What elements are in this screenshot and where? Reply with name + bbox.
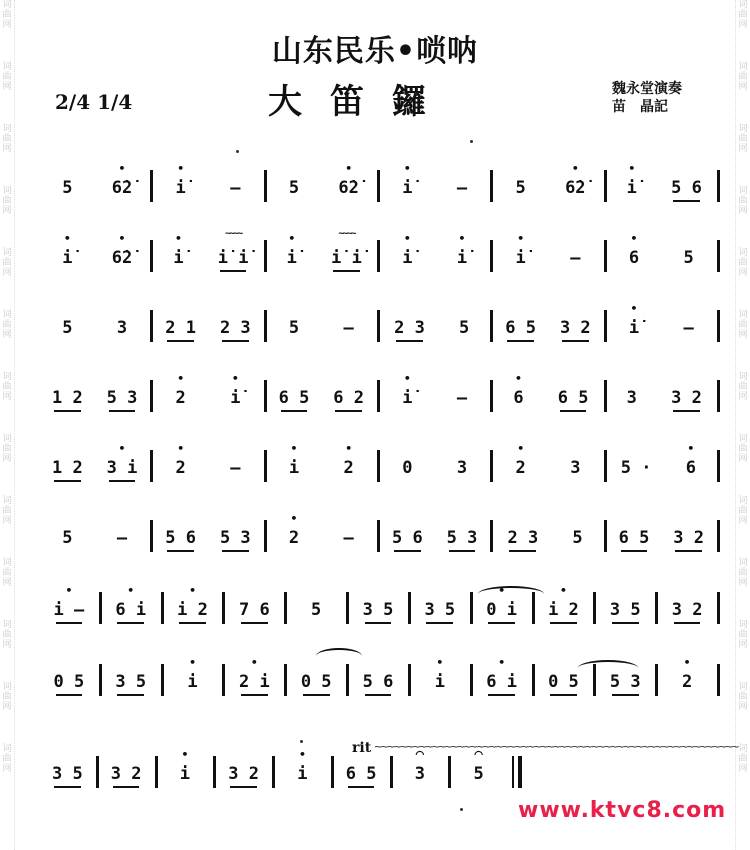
note: — (343, 528, 354, 548)
note: 3 2 (560, 314, 591, 338)
note: • 6 i (115, 596, 146, 620)
watermark-char: 网 (2, 578, 12, 588)
watermark-char: 网 (738, 268, 748, 278)
note: 6 2 (333, 384, 364, 408)
watermark-char: 曲 (738, 72, 748, 82)
piece-title: 大笛鑼 (268, 82, 454, 122)
note: 7 6 (239, 596, 270, 620)
note: • i 2 (548, 596, 579, 620)
transcriber-credit: 苗 晶記 (612, 99, 668, 115)
note: 3 2 (671, 384, 702, 408)
measure (493, 236, 602, 276)
measure (411, 660, 469, 700)
measure (658, 660, 716, 700)
watermark-char: 网 (2, 392, 12, 402)
slur (478, 586, 544, 602)
measure (349, 660, 407, 700)
scan-speck (300, 740, 303, 743)
watermark-char: 网 (2, 516, 12, 526)
page-title: 山东民乐•唢呐 (271, 34, 479, 69)
watermark-char: 曲 (2, 754, 12, 764)
measure (40, 660, 98, 700)
note: • 2 (676, 668, 698, 692)
note: • 2 (338, 454, 360, 478)
measure (153, 306, 262, 346)
note: • i̇ (396, 174, 418, 198)
measure (607, 376, 716, 416)
note: 3 2 (228, 760, 259, 784)
watermark-char: 网 (738, 82, 748, 92)
note: 5 3 (447, 524, 478, 548)
barline (717, 170, 720, 202)
note: • 6̇2̇ (111, 244, 133, 268)
measure (216, 752, 271, 792)
watermark-char: 曲 (2, 320, 12, 330)
note: • i̇ (451, 244, 473, 268)
measure (607, 236, 716, 276)
note: 5 3 (107, 384, 138, 408)
measure (493, 446, 602, 486)
note: 5 3 (610, 668, 641, 692)
note: 6 5 (505, 314, 536, 338)
note: 5 (288, 178, 300, 198)
barline (717, 450, 720, 482)
note: 2 1 (165, 314, 196, 338)
barline (717, 380, 720, 412)
measure (287, 588, 345, 628)
note: • i̇ (623, 314, 645, 338)
measure (596, 588, 654, 628)
note: 2 3 (394, 314, 425, 338)
note: • i̇ (56, 244, 78, 268)
watermark-char: 词 (2, 0, 12, 10)
watermark-char: 词 (2, 744, 12, 754)
note: • 6 i (486, 668, 517, 692)
measure (493, 376, 602, 416)
note: • 3 i (107, 454, 138, 478)
measure (380, 236, 489, 276)
note: 6 5 (346, 760, 377, 784)
barline (717, 240, 720, 272)
measure (40, 376, 149, 416)
measure (99, 752, 154, 792)
watermark-char: 网 (2, 206, 12, 216)
note: 1 2 (52, 454, 83, 478)
watermark-char: 曲 (738, 568, 748, 578)
note: • i̇ (396, 244, 418, 268)
watermark-char: 网 (738, 516, 748, 526)
note: — (570, 248, 581, 268)
measure (349, 588, 407, 628)
score-row (40, 376, 730, 416)
note: 3 2 (672, 596, 703, 620)
measure (411, 588, 469, 628)
note: • 6̇2̇ (564, 174, 586, 198)
note: 3 5 (363, 596, 394, 620)
note: ⌒ 3 (409, 760, 431, 784)
note: 5 6 (671, 174, 702, 198)
note: • i (182, 668, 204, 692)
watermark-char: 曲 (2, 692, 12, 702)
measure (493, 516, 602, 556)
measure (267, 166, 376, 206)
measure (225, 660, 283, 700)
measure (267, 516, 376, 556)
note: 0 5 (54, 668, 85, 692)
note: 5 (572, 528, 583, 548)
watermark-char: 曲 (738, 754, 748, 764)
measure (40, 306, 149, 346)
watermark-char: 词 (2, 682, 12, 692)
tempo-mark: rit (352, 740, 372, 756)
scan-speck (236, 150, 239, 153)
measure (40, 588, 98, 628)
watermark-char: 词 (2, 558, 12, 568)
measure (607, 306, 716, 346)
note: • 2 (283, 524, 305, 548)
watermark-char: 网 (738, 454, 748, 464)
barline (717, 592, 720, 624)
measure (164, 588, 222, 628)
note: • i (429, 668, 451, 692)
note: — (343, 318, 354, 338)
score-row (40, 166, 730, 206)
watermark-char: 曲 (2, 10, 12, 20)
barline (717, 664, 720, 696)
watermark-char: 网 (738, 392, 748, 402)
note: • 6̇2̇ (111, 174, 133, 198)
note: • 6 (507, 384, 529, 408)
note: 6 5 (558, 384, 589, 408)
note: 3 2 (111, 760, 142, 784)
measure (493, 306, 602, 346)
note: 3 (570, 458, 581, 478)
watermark-char: 词 (738, 124, 748, 134)
measure (102, 660, 160, 700)
watermark-char: 词 (2, 248, 12, 258)
watermark-char: 词 (2, 62, 12, 72)
watermark-char: 词 (738, 434, 748, 444)
note: ~~~~ i̇ i̇ (218, 244, 249, 268)
measure (607, 446, 716, 486)
note: — (230, 178, 241, 198)
measure (225, 588, 283, 628)
score-row (40, 306, 730, 346)
watermark-char: 曲 (2, 444, 12, 454)
note: • i (283, 454, 305, 478)
note: • 2 (170, 454, 192, 478)
watermark-char: 曲 (2, 506, 12, 516)
watermark-char: 词 (2, 620, 12, 630)
watermark-char: 曲 (738, 320, 748, 330)
measure (102, 588, 160, 628)
score-row (40, 752, 730, 792)
barline (717, 520, 720, 552)
watermark-char: 网 (2, 454, 12, 464)
measure (164, 660, 222, 700)
score-row (40, 236, 730, 276)
watermark-char: 网 (2, 640, 12, 650)
note: • i̇ (170, 174, 192, 198)
measure (267, 446, 376, 486)
measure (153, 516, 262, 556)
measure (158, 752, 213, 792)
watermark-char: 网 (2, 330, 12, 340)
watermark-char: 词 (738, 186, 748, 196)
note: — (456, 178, 468, 198)
final-barline-thin (512, 756, 514, 788)
note: 3 (116, 318, 128, 338)
measure (40, 516, 149, 556)
note: — (456, 388, 468, 408)
watermark-char: 曲 (738, 382, 748, 392)
note: 2 3 (507, 524, 538, 548)
score-row (40, 446, 730, 486)
note: — (116, 528, 128, 548)
watermark-char: 网 (738, 640, 748, 650)
note: 6 5 (619, 524, 650, 548)
note: 5 (459, 318, 470, 338)
rit-wave-line: ~~~~~~~~~~~~~~~~~~~~~~~~~~~~~~~~~~~~~~~~~~~~~~~~~~~~~~~~~ (374, 742, 738, 753)
watermark-char: 网 (738, 764, 748, 774)
note: 5 (288, 318, 300, 338)
measure (658, 588, 716, 628)
note: • 0 i (486, 596, 517, 620)
measure (40, 236, 149, 276)
watermark-char: 曲 (2, 568, 12, 578)
note: 0 5 (301, 668, 332, 692)
measure (380, 446, 489, 486)
note: • i̇ (167, 244, 189, 268)
measure (607, 166, 716, 206)
measure (40, 752, 95, 792)
watermark-char: 词 (2, 124, 12, 134)
watermark-char: 网 (2, 144, 12, 154)
watermark-char: 词 (738, 62, 748, 72)
note: 3 (626, 388, 637, 408)
measure (473, 660, 531, 700)
note: — (230, 458, 241, 478)
note: • i̇ (621, 174, 643, 198)
score-row (40, 588, 730, 628)
note: • i̇ (281, 244, 303, 268)
note: 5 (683, 248, 694, 268)
watermark-char: 曲 (2, 196, 12, 206)
measure (40, 166, 149, 206)
measure (153, 446, 262, 486)
watermark-char: 网 (2, 764, 12, 774)
watermark-char: 曲 (738, 506, 748, 516)
measure (451, 752, 506, 792)
note: 5 6 (363, 668, 394, 692)
watermark-char: 曲 (738, 10, 748, 20)
note: • 6 (623, 244, 645, 268)
watermark-char: 网 (2, 268, 12, 278)
note: 5 (62, 318, 73, 338)
measure (380, 166, 489, 206)
note: — (683, 318, 694, 338)
watermark-char: 词 (738, 558, 748, 568)
site-watermark: www.ktvc8.com (518, 798, 727, 823)
note: 3 5 (115, 668, 146, 692)
performer-credit: 魏永堂演奏 (612, 81, 682, 97)
watermark-char: 曲 (738, 258, 748, 268)
note: 5 6 (392, 524, 423, 548)
note: 3 2 (673, 524, 704, 548)
note: • i 2 (177, 596, 208, 620)
watermark-char: 曲 (2, 382, 12, 392)
note: • i — (54, 596, 85, 620)
measure (153, 376, 262, 416)
note: 3 (456, 458, 468, 478)
note: • 6̇2̇ (338, 174, 360, 198)
note: ⌒ 5 (468, 760, 490, 784)
note: 2 3 (220, 314, 251, 338)
watermark-char: 曲 (2, 134, 12, 144)
watermark-char: 词 (2, 496, 12, 506)
note: 5 6 (165, 524, 196, 548)
watermark-char: 网 (2, 82, 12, 92)
watermark-char: 曲 (2, 258, 12, 268)
note: 5 (515, 178, 526, 198)
watermark-char: 网 (738, 20, 748, 30)
measure (493, 166, 602, 206)
watermark-char: 词 (2, 434, 12, 444)
measure (287, 660, 345, 700)
watermark-char: 曲 (2, 630, 12, 640)
measure (334, 752, 389, 792)
note: 3 5 (52, 760, 83, 784)
watermark-char: 网 (2, 20, 12, 30)
note: • 2 (510, 454, 532, 478)
note: 5 (62, 528, 73, 548)
note: 1 2 (52, 384, 83, 408)
measure (153, 166, 262, 206)
watermark-char: 网 (738, 578, 748, 588)
watermark-char: 词 (738, 0, 748, 10)
measure (380, 376, 489, 416)
watermark-char: 词 (2, 372, 12, 382)
slur (578, 660, 638, 676)
watermark-char: 曲 (738, 134, 748, 144)
measure (40, 446, 149, 486)
note: • i̇ (224, 384, 246, 408)
measure (267, 236, 376, 276)
measure (153, 236, 262, 276)
watermark-char: 网 (738, 144, 748, 154)
measure (393, 752, 448, 792)
measure (380, 516, 489, 556)
scan-speck (470, 140, 473, 143)
watermark-char: 网 (738, 330, 748, 340)
note: • i̇ (510, 244, 532, 268)
measure (380, 306, 489, 346)
note: 5 · (620, 458, 652, 478)
watermark-char: 词 (738, 248, 748, 258)
measure (275, 752, 330, 792)
scan-speck (460, 808, 463, 811)
watermark-char: 词 (738, 744, 748, 754)
note: • i̇ (396, 384, 418, 408)
watermark-char: 曲 (738, 692, 748, 702)
note: • i (174, 760, 196, 784)
watermark-char: 网 (2, 702, 12, 712)
slur (316, 648, 362, 664)
note: • i (291, 760, 313, 784)
watermark-char: 词 (2, 186, 12, 196)
note: 5 (311, 600, 322, 620)
note: • 2 (170, 384, 192, 408)
watermark-char: 网 (738, 702, 748, 712)
note: • 2 i (239, 668, 270, 692)
time-signature: 2/4 1/4 (55, 90, 133, 114)
note: 3 5 (610, 596, 641, 620)
watermark-char: 曲 (2, 72, 12, 82)
watermark-char: 词 (738, 372, 748, 382)
watermark-char: 词 (2, 310, 12, 320)
note: 5 (62, 178, 73, 198)
watermark-char: 曲 (738, 444, 748, 454)
watermark-char: 曲 (738, 196, 748, 206)
watermark-char: 词 (738, 310, 748, 320)
barline (717, 310, 720, 342)
note: 0 5 (548, 668, 579, 692)
note: 0 (402, 458, 413, 478)
watermark-char: 曲 (738, 630, 748, 640)
note: ~~~~ i̇ i̇ (331, 244, 362, 268)
note: 6 5 (279, 384, 310, 408)
score-row (40, 516, 730, 556)
watermark-char: 词 (738, 620, 748, 630)
note: 5 3 (220, 524, 251, 548)
note: • 6 (680, 454, 702, 478)
watermark-char: 词 (738, 682, 748, 692)
measure (267, 306, 376, 346)
watermark-char: 词 (738, 496, 748, 506)
measure (267, 376, 376, 416)
measure (607, 516, 716, 556)
note: 3 5 (424, 596, 455, 620)
final-barline-thick (518, 756, 522, 788)
watermark-char: 网 (738, 206, 748, 216)
